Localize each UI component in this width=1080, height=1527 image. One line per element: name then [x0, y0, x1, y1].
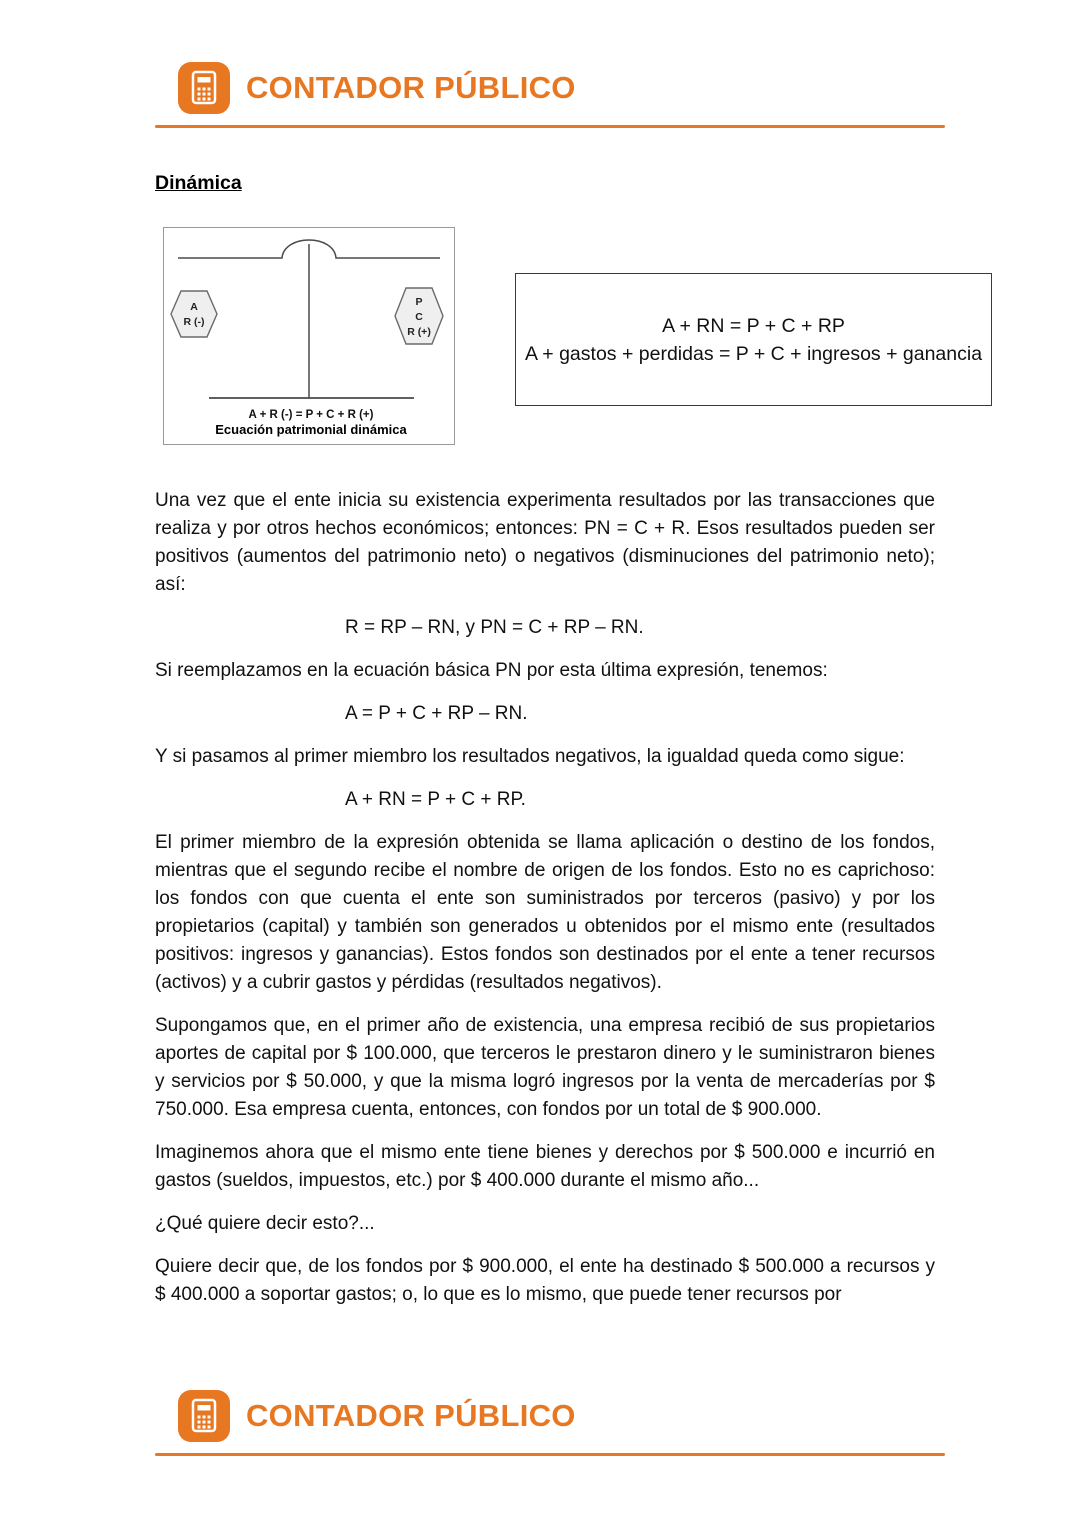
left-hexagon — [171, 291, 217, 337]
inline-formula-2: A = P + C + RP – RN. — [345, 703, 528, 724]
paragraph-7: ¿Qué quiere decir esto?... — [155, 1213, 375, 1234]
brand-row — [178, 62, 1080, 114]
footer — [0, 1390, 1080, 1456]
figure-row — [155, 227, 983, 445]
formula-box — [515, 273, 992, 406]
left-hex-label-r: R (-) — [183, 316, 205, 328]
diagram-equation: A + R (-) = P + C + R (+) — [248, 409, 374, 421]
left-hex-label-a: A — [190, 301, 198, 313]
right-hex-label-r: R (+) — [407, 326, 431, 338]
footer-brand-title: CONTADOR PÚBLICO — [246, 1398, 576, 1433]
footer-calculator-logo-icon — [178, 1390, 230, 1442]
inline-formula-1: R = RP – RN, y PN = C + RP – RN. — [345, 617, 644, 638]
brand-title: CONTADOR PÚBLICO — [246, 70, 576, 105]
paragraph-8: Quiere decir que, de los fondos por $ 900.000, el ente ha destinado $ 500.000 a recursos y $ 400.000 a soportar gastos; o, lo que es lo mismo, que puede tener recursos por — [155, 1256, 935, 1305]
paragraph-3: Y si pasamos al primer miembro los resultados negativos, la igualdad queda como sigue: — [155, 746, 905, 767]
header-divider — [155, 125, 945, 128]
right-hex-label-p: P — [415, 296, 423, 308]
right-hex-label-c: C — [415, 311, 423, 323]
footer-brand-row — [178, 1390, 1080, 1442]
patrimonial-equation-diagram — [163, 227, 455, 445]
calculator-logo-icon — [178, 62, 230, 114]
paragraph-6: Imaginemos ahora que el mismo ente tiene bienes y derechos por $ 500.000 e incurrió en gastos (sueldos, impuestos, etc.) por $ 400.000 durante el mismo año... — [155, 1142, 935, 1191]
paragraph-4: El primer miembro de la expresión obtenida se llama aplicación o destino de los fondos, mientras que el segundo recibe el nombre de origen de los fondos. Esto no es caprichoso: los fondos con que cuenta el ente son suministrados por terceros (pasivo) y por los propietarios (capital) y también son generados u obtenidos por el mismo ente (resultados positivos: ingresos y ganancias). Estos fondos son destinados por el ente a tener recursos (activos) y a cubrir gastos y pérdidas (resultados negativos). — [155, 832, 935, 993]
paragraph-2: Si reemplazamos en la ecuación básica PN por esta última expresión, tenemos: — [155, 660, 828, 681]
diagram-caption: Ecuación patrimonial dinámica — [215, 422, 407, 437]
formula-box-line2: A + gastos + perdidas = P + C + ingresos + ganancia — [524, 342, 983, 365]
formula-box-line1: A + RN = P + C + RP — [662, 314, 845, 337]
paragraph-1: Una vez que el ente inicia su existencia experimenta resultados por las transacciones que realiza y por otros hechos económicos; entonces: PN = C + R. Esos resultados pueden ser positivos (aumentos del patrimonio neto) o negativos (disminuciones del patrimonio neto); así: — [155, 490, 935, 595]
inline-formula-3: A + RN = P + C + RP. — [345, 789, 526, 810]
paragraph-5: Supongamos que, en el primer año de existencia, una empresa recibió de sus propietarios aportes de capital por $ 100.000, que terceros le prestaron dinero y le suministraron bienes y servicios por $ 50.000, y que la misma logró ingresos por la venta de mercaderías por $ 750.000. Esa empresa cuenta, entonces, con fondos por un total de $ 900.000. — [155, 1015, 935, 1120]
page-title: Dinámica — [155, 172, 242, 194]
main-content — [155, 227, 983, 1309]
header — [0, 0, 1080, 128]
footer-divider — [155, 1453, 945, 1456]
